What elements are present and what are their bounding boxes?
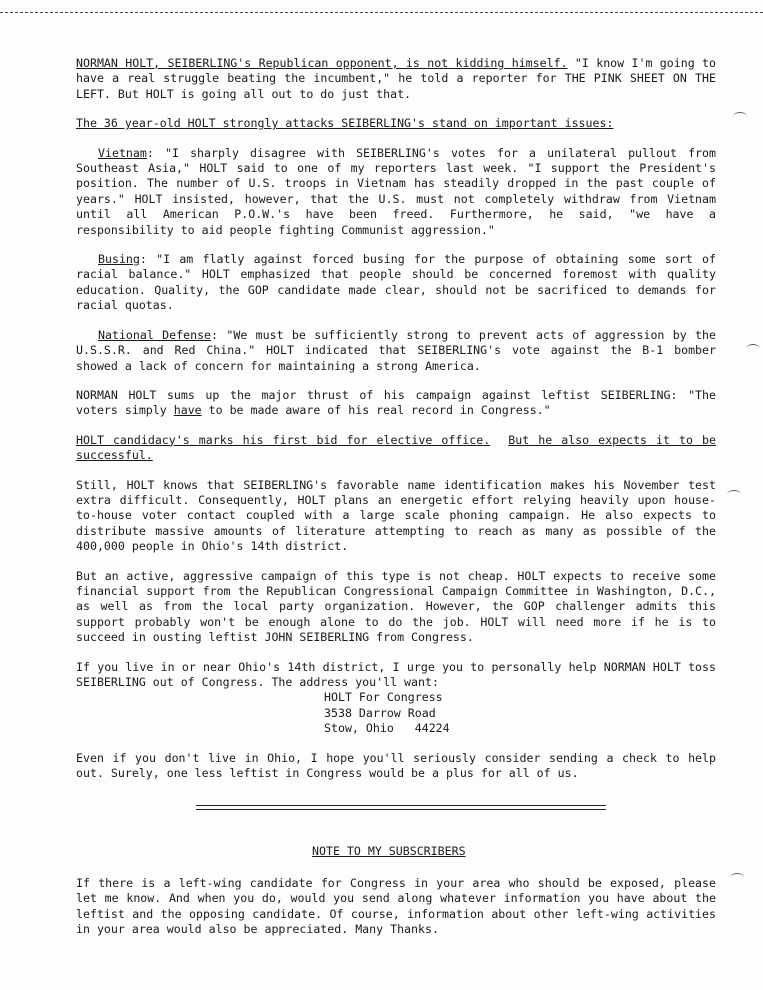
paragraph-candidacy (76, 433, 716, 464)
margin-mark (746, 344, 760, 353)
intro-lead: NORMAN HOLT, SEIBERLING's Republican opponent, is not kidding himself. (76, 56, 568, 70)
address-line-1: HOLT For Congress (324, 690, 443, 705)
defense-label: National Defense (98, 327, 212, 342)
note-title: NOTE TO MY SUBSCRIBERS (312, 844, 466, 859)
margin-mark (730, 873, 744, 882)
vietnam-text: : "I sharply disagree with SEIBERLING's votes for a unilateral pullout from Southeast Asia," HOLT said to one of my reporters last week. "I support the President's position. The number of U.S. troops in Vietnam has steadily dropped in the past couple of years." HOLT insisted, however, that the U.S. must not completely withdraw from Vietnam until all American P.O.W.'s have been freed. Furthermore, he said, "we have a responsibility to aid people fighting Communist aggression." (76, 145, 716, 237)
paragraph-closing: Even if you don't live in Ohio, I hope you'll seriously consider sending a check to help out. Surely, one less leftist in Congress would be a plus for all of us. (76, 750, 716, 781)
candidacy-b: But he also expects it to be successful. (76, 432, 716, 463)
paragraph-issues-heading (76, 116, 716, 131)
paragraph-defense (76, 328, 716, 374)
thrust-b: to be made aware of his real record in Congress." (201, 403, 551, 418)
paragraph-note: If there is a left-wing candidate for Congress in your area who should be exposed, please let me know. And when you do, would you send along whatever information you have about the leftist and the opposing candidate. Of course, information about other left-wing activities in your area would also be appreciated. Many Thanks. (76, 875, 716, 937)
section-divider (196, 805, 606, 810)
mailing-address (324, 690, 716, 736)
page-top-edge (0, 0, 763, 13)
busing-text: : "I am flatly against forced busing for the purpose of obtaining some sort of racial balance." HOLT emphasized that people should be concerned foremost with quality education. Quality, the GOP candidate made clear, should not be sacrificed to demands for racial quotas. (76, 252, 716, 313)
defense-text: : "We must be sufficiently strong to prevent acts of aggression by the U.S.S.R. and Red China." HOLT indicated that SEIBERLING's vote against the B-1 bomber showed a lack of concern for maintaining a strong America. (76, 327, 716, 373)
issues-heading: The 36 year-old HOLT strongly attacks SEIBERLING's stand on important issues: (76, 116, 614, 131)
paragraph-campaign-plan: Still, HOLT knows that SEIBERLING's favorable name identification makes his November test extra difficult. Consequently, HOLT plans an energetic effort relying heavily upon house-to-house voter contact coupled with a large scale phoning campaign. He also expects to distribute massive amounts of literature attempting to reach as many as possible of the 400,000 people in Ohio's 14th district. (76, 477, 716, 554)
margin-mark (733, 112, 747, 121)
paragraph-vietnam (76, 146, 716, 238)
paragraph-intro (76, 56, 716, 102)
paragraph-thrust (76, 388, 716, 419)
busing-label: Busing (98, 252, 140, 267)
paragraph-funding: But an active, aggressive campaign of this type is not cheap. HOLT expects to receive some financial support from the Republican Congressional Campaign Committee in Washington, D.C., as well as from the local party organization. However, the GOP challenger admits this support probably won't be enough alone to do the job. HOLT will need more if he is to succeed in ousting leftist JOHN SEIBERLING from Congress. (76, 568, 716, 645)
margin-mark (727, 490, 741, 499)
thrust-emphasis: have (173, 403, 202, 418)
candidacy-a: HOLT candidacy's marks his first bid for elective office. (76, 432, 491, 447)
address-line-2: 3538 Darrow Road (324, 705, 436, 720)
document-page (76, 56, 716, 951)
intro-rest: "I know I'm going to have a real struggle beating the incumbent," he told a reporter for THE PINK SHEET ON THE LEFT. But HOLT is going all out to do just that. (76, 56, 716, 101)
paragraph-busing (76, 252, 716, 314)
address-line-3: Stow, Ohio 44224 (324, 721, 450, 736)
thrust-a: NORMAN HOLT sums up the major thrust of his campaign against leftist SEIBERLING: "The voters simply (76, 387, 716, 418)
paragraph-appeal: If you live in or near Ohio's 14th district, I urge you to personally help NORMAN HOLT toss SEIBERLING out of Congress. The address you'll want: (76, 659, 716, 689)
vietnam-label: Vietnam (98, 145, 147, 160)
